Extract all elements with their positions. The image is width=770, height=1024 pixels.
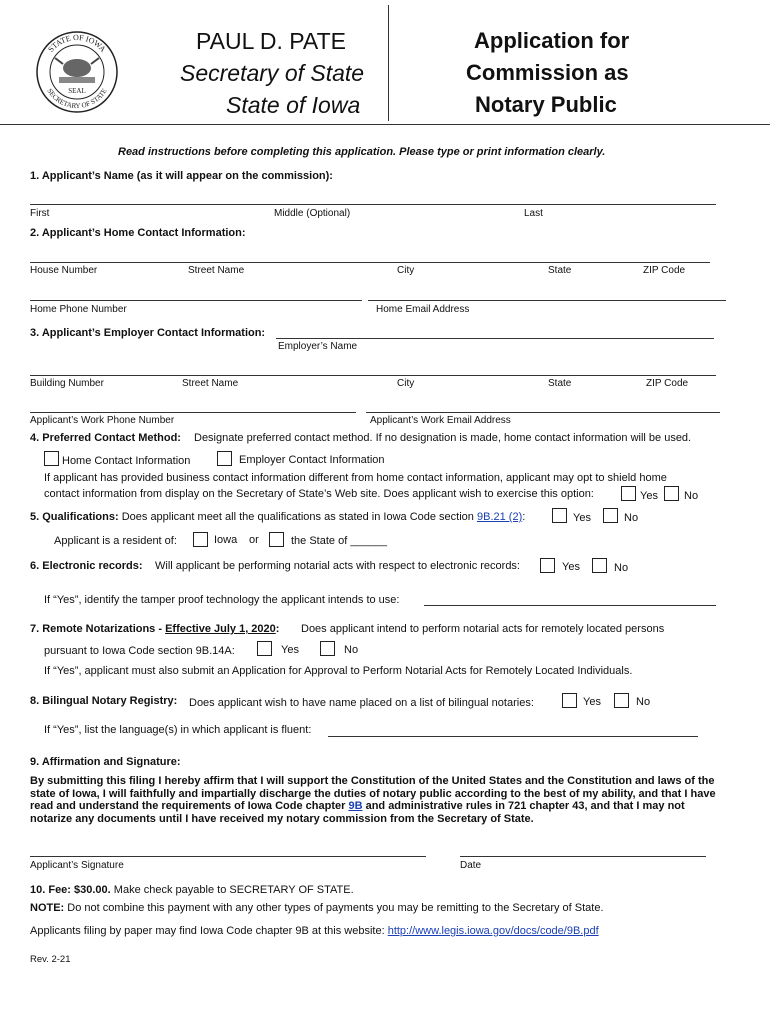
s6-title: 6. Electronic records: (30, 560, 143, 572)
note-row (30, 902, 604, 914)
employer-name-label: Employer’s Name (278, 341, 358, 352)
signature-label: Applicant’s Signature (30, 860, 124, 871)
employer-address-line[interactable] (30, 375, 716, 376)
work-email-line[interactable] (366, 412, 720, 413)
home-phone-line[interactable] (30, 300, 362, 301)
home-street-label: Street Name (188, 265, 245, 276)
s5-title: 5. Qualifications: (30, 511, 119, 523)
work-phone-line[interactable] (30, 412, 356, 413)
home-state-label: State (548, 265, 572, 276)
resident-label: Applicant is a resident of: (54, 535, 177, 547)
s4-title: 4. Preferred Contact Method: (30, 432, 181, 444)
work-zip-label: ZIP Code (646, 378, 689, 389)
employer-contact-label: Employer Contact Information (239, 454, 385, 466)
header-rule (0, 124, 770, 125)
chapter-9b-link[interactable]: 9B (348, 800, 363, 812)
middle-name-label: Middle (Optional) (274, 208, 351, 219)
home-contact-checkbox[interactable] (44, 451, 59, 466)
shield-yes-label: Yes (640, 490, 658, 502)
languages-label: If “Yes”, list the language(s) in which applicant is fluent: (44, 724, 312, 736)
electronic-no-label: No (614, 562, 629, 574)
affirmation-text-a: By submitting this filing I hereby affirm that I will support the Constitution of the United States and the Constitution and laws of the state of Iowa, I will faithfully and impartially discharge the duties of notary public according to the best of my ability, and that I have read and understand the requirements of Iowa Code chapter (30, 775, 716, 812)
qualifications-yes-checkbox[interactable] (552, 508, 567, 523)
shield-no-label: No (684, 490, 699, 502)
official-state: State of Iowa (226, 92, 361, 118)
qualifications-no-checkbox[interactable] (603, 508, 618, 523)
s10-row (30, 884, 354, 896)
shield-no-checkbox[interactable] (664, 486, 679, 501)
electronic-yes-label: Yes (562, 561, 580, 573)
form-title-line3: Notary Public (475, 92, 617, 117)
s6-text: Will applicant be performing notarial acts with respect to electronic records: (155, 560, 520, 572)
s7-effective-date: Effective July 1, 2020 (165, 623, 276, 635)
home-zip-label: ZIP Code (643, 265, 686, 276)
resident-or-label: or (249, 534, 259, 546)
paper-filing-row (30, 925, 599, 937)
languages-line[interactable] (328, 736, 698, 737)
note-text: Do not combine this payment with any other types of payments you may be remitting to the Secretary of State. (67, 902, 604, 914)
note-label: NOTE: (30, 902, 65, 914)
seal-text-top: STATE OF IOWA (46, 32, 108, 54)
seal-text-bottom: SECRETARY OF STATE (45, 87, 109, 111)
remote-yes-checkbox[interactable] (257, 641, 272, 656)
home-address-line[interactable] (30, 262, 710, 263)
form-title-line2: Commission as (466, 60, 629, 85)
work-street-label: Street Name (182, 378, 239, 389)
signature-line[interactable] (30, 856, 426, 857)
code-url-link[interactable]: http://www.legis.iowa.gov/docs/code/9B.pdf (387, 925, 599, 937)
remote-no-checkbox[interactable] (320, 641, 335, 656)
home-email-label: Home Email Address (376, 304, 470, 315)
resident-iowa-label: Iowa (214, 534, 238, 546)
s7-text2: pursuant to Iowa Code section 9B.14A: (44, 645, 235, 657)
tamper-proof-label: If “Yes”, identify the tamper proof technology the applicant intends to use: (44, 594, 400, 606)
bilingual-yes-label: Yes (583, 696, 601, 708)
s5-row (30, 511, 525, 523)
work-city-label: City (397, 378, 415, 389)
seal-label: SEAL (68, 87, 86, 95)
s7-row (30, 623, 279, 635)
first-name-label: First (30, 208, 50, 219)
remote-ifyes: If “Yes”, applicant must also submit an Application for Approval to Perform Notarial Acts for Remotely Located Individuals. (44, 665, 633, 677)
s10-title: 10. Fee: $30.00. (30, 884, 111, 896)
official-title: Secretary of State (180, 60, 365, 86)
s8-title: 8. Bilingual Notary Registry: (30, 695, 178, 707)
s5-colon: : (522, 511, 526, 523)
paper-filing-text: Applicants filing by paper may find Iowa Code chapter 9B at this website: (30, 925, 385, 937)
form-title-line1: Application for (474, 28, 630, 53)
remote-no-label: No (344, 644, 359, 656)
s7-text: Does applicant intend to perform notarial acts for remotely located persons (301, 623, 665, 635)
instructions: Read instructions before completing this application. Please type or print information clearly. (118, 146, 606, 158)
house-number-label: House Number (30, 265, 98, 276)
code-9b21-link[interactable]: 9B.21 (2) (476, 511, 523, 523)
resident-other-state-checkbox[interactable] (269, 532, 284, 547)
date-line[interactable] (460, 856, 706, 857)
s5-text: Does applicant meet all the qualifications as stated in Iowa Code section (121, 511, 474, 523)
resident-other-state-label: the State of ______ (291, 535, 388, 547)
shield-text-1: If applicant has provided business contact information different from home contact information, applicant may opt to shield home (44, 472, 667, 484)
official-name: PAUL D. PATE (196, 28, 346, 54)
s10-text: Make check payable to SECRETARY OF STATE. (113, 884, 354, 896)
affirmation-paragraph (30, 775, 720, 825)
work-state-label: State (548, 378, 572, 389)
state-seal (35, 30, 119, 114)
s4-text: Designate preferred contact method. If no designation is made, home contact information will be used. (194, 432, 692, 444)
shield-text-2: contact information from display on the Secretary of State’s Web site. Does applicant wish to exercise this option: (44, 488, 594, 500)
home-phone-label: Home Phone Number (30, 304, 127, 315)
s3-title: 3. Applicant’s Employer Contact Information: (30, 327, 266, 339)
employer-name-line[interactable] (276, 338, 714, 339)
shield-yes-checkbox[interactable] (621, 486, 636, 501)
work-email-label: Applicant’s Work Email Address (370, 415, 511, 426)
name-input-line[interactable] (30, 204, 716, 205)
employer-contact-checkbox[interactable] (217, 451, 232, 466)
s7-title: 7. Remote Notarizations - (30, 623, 163, 635)
bilingual-no-label: No (636, 696, 651, 708)
home-city-label: City (397, 265, 415, 276)
electronic-no-checkbox[interactable] (592, 558, 607, 573)
electronic-yes-checkbox[interactable] (540, 558, 555, 573)
s9-title: 9. Affirmation and Signature: (30, 756, 181, 768)
bilingual-no-checkbox[interactable] (614, 693, 629, 708)
qualifications-yes-label: Yes (573, 512, 591, 524)
date-label: Date (460, 860, 482, 871)
remote-yes-label: Yes (281, 644, 299, 656)
revision-label: Rev. 2-21 (30, 954, 71, 965)
affirmation-text-b: and administrative rules in 721 chapter 43, and that I may not notarize any documents until I have received my notary commission from the Secretary of State. (30, 800, 685, 825)
last-name-label: Last (524, 208, 543, 219)
qualifications-no-label: No (624, 512, 639, 524)
s7-colon: : (275, 623, 280, 635)
header-divider (388, 5, 389, 121)
building-number-label: Building Number (30, 378, 104, 389)
s1-title: 1. Applicant’s Name (as it will appear on the commission): (30, 170, 333, 182)
svg-text:STATE OF IOWA (46, 33, 107, 54)
s2-title: 2. Applicant’s Home Contact Information: (30, 227, 246, 239)
s8-text: Does applicant wish to have name placed on a list of bilingual notaries: (189, 697, 534, 709)
work-phone-label: Applicant’s Work Phone Number (30, 415, 175, 426)
resident-iowa-checkbox[interactable] (193, 532, 208, 547)
home-contact-label: Home Contact Information (62, 455, 191, 467)
tamper-proof-line[interactable] (424, 605, 716, 606)
bilingual-yes-checkbox[interactable] (562, 693, 577, 708)
home-email-line[interactable] (368, 300, 726, 301)
